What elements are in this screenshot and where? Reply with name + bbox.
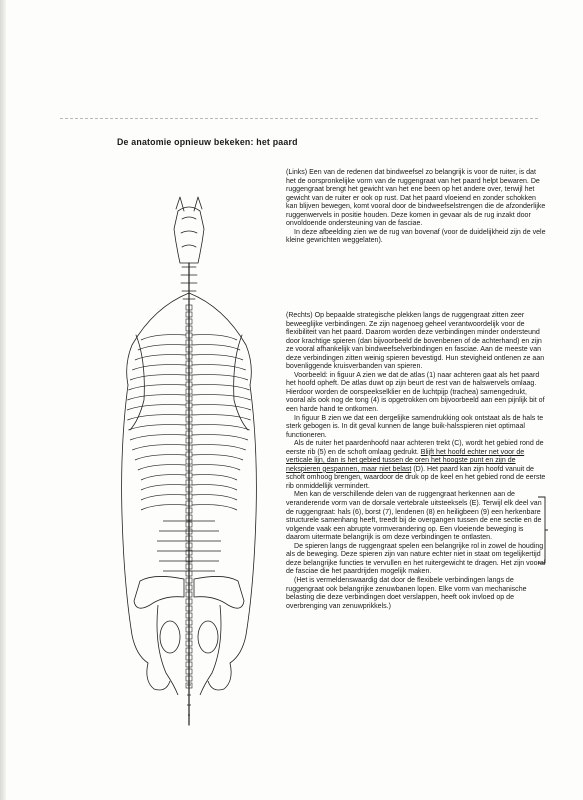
paragraph-links-2: In deze afbeelding zien we de rug van bovenaf (voor de duidelijkheid zijn de vele kleine gewrichten weggelaten).	[286, 228, 546, 245]
horse-skeleton-illustration	[114, 185, 264, 730]
paragraph-links	[286, 169, 546, 246]
paragraph-links-1: (Links) Een van de redenen dat bindweefsel zo belangrijk is voor de ruiter, is dat het de oorspronkelijke vorm van de ruggengraat van het paard helpt bewaren. De ruggengraat brengt het gewicht van het ene been op het andere over, terwijl het gewicht van de ruiter er ook op rust. Dat het paard vloeiend en zonder schokken kan blijven bewegen, komt vooral door de bindweefselstrengen die de afzonderlijke ruggenwervels in positie houden. Deze komen in gevaar als de rug inzakt door onvoldoende ondersteuning van de fasciae.	[286, 169, 546, 228]
ruiter-text-underlined: Blijft het hoofd echter net voor de verticale lijn, dan is het gebied tussen de oren het hoogste punt en zijn de nekspieren gespannen, maar niet belast	[286, 448, 525, 473]
paragraph-rest-3: (Het is vermeldenswaardig dat door de flexibele verbindingen langs de ruggengraat ook belangrijke zenuwbanen lopen. Elke vorm van mechanische belasting die deze verbindingen doet verslappen, heeft ook invloed op de overbrenging van zenuwprikkels.)	[286, 576, 527, 610]
ruiter-text-after: (D). Het paard kan zijn hoofd vanuit de schoft omhoog brengen, waardoor de druk op de keel en het gebied rond de eerste rib onmiddellijk vermindert.	[286, 465, 546, 490]
paragraph-rest-1: Men kan de verschillende delen van de ruggengraat herkennen aan de veranderende vorm van de dorsale vertebrale uitsteeksels (E). Terwijl elk deel van de ruggengraat: hals (6), borst (7), lendenen (8) en heiligbeen (9) een herkenbare structurele samenhang heeft, treedt bij de overgangen tussen de ene sectie en de volgende vaak een abrupte vormverandering op. Een vloeiende beweging is daarom uitermate belangrijk is om deze verbindingen te ontlasten.	[286, 491, 542, 542]
paragraph-rechts-1: (Rechts) Op bepaalde strategische plekken langs de ruggengraat zitten zeer beweeglijke verbindingen. Ze zijn nagenoeg geheel verantwoordelijk voor de flexibiliteit van het paard. Daarom worden deze verbindingen minder ondersteund door krachtige spieren (dan bijvoorbeeld de bovenbenen of de achterhand) en zijn ze vooral afhankelijk van bindweefselverbindingen en fasciae. Aan de meeste van deze verbindingen zitten weinig spieren bevestigd. Hun stevigheid ontlenen ze aan bovenliggende kruisverbanden van spieren.	[286, 312, 545, 371]
scan-divider-line	[60, 118, 538, 119]
ruiter-text-before: Als de ruiter het paardenhoofd naar achteren trekt (C), wordt het gebied rond de eerste rib (5) en de schoft omlaag gedrukt.	[286, 440, 544, 456]
page-title: De anatomie opnieuw bekeken: het paard	[117, 137, 298, 147]
paragraph-rechts-2: Voorbeeld: in figuur A zien we dat de atlas (1) naar achteren gaat als het paard het hoofd opheft. De atlas duwt op zijn beurt de rest van de halswervels omlaag. Hierdoor worden de oorspeekselklier en de luchtpijp (trachea) samengedrukt, vooral als ook nog de tong (4) is opgetrokken om bijvoorbeeld aan een pijnlijk bit of een harde hand te ontkomen.	[286, 371, 545, 414]
page-edge-shadow	[0, 0, 6, 800]
paragraph-rechts	[286, 312, 546, 611]
paragraph-rest-2: De spieren langs de ruggengraat spelen een belangrijke rol in zowel de houding als de beweging. Deze spieren zijn van nature echter niet in staat om tegelijkertijd deze belangrijke functies te vervullen en het ruitergewicht te dragen. Het zijn vooral de fasciae die het paardrijden mogelijk maken.	[286, 542, 546, 576]
paragraph-ruiter	[286, 440, 546, 491]
paragraph-rechts-3: In figuur B zien we dat een dergelijke samendrukking ook ontstaat als de hals te sterk gebogen is. In dit geval kunnen de lange buik-halsspieren niet optimaal functioneren.	[286, 414, 544, 439]
